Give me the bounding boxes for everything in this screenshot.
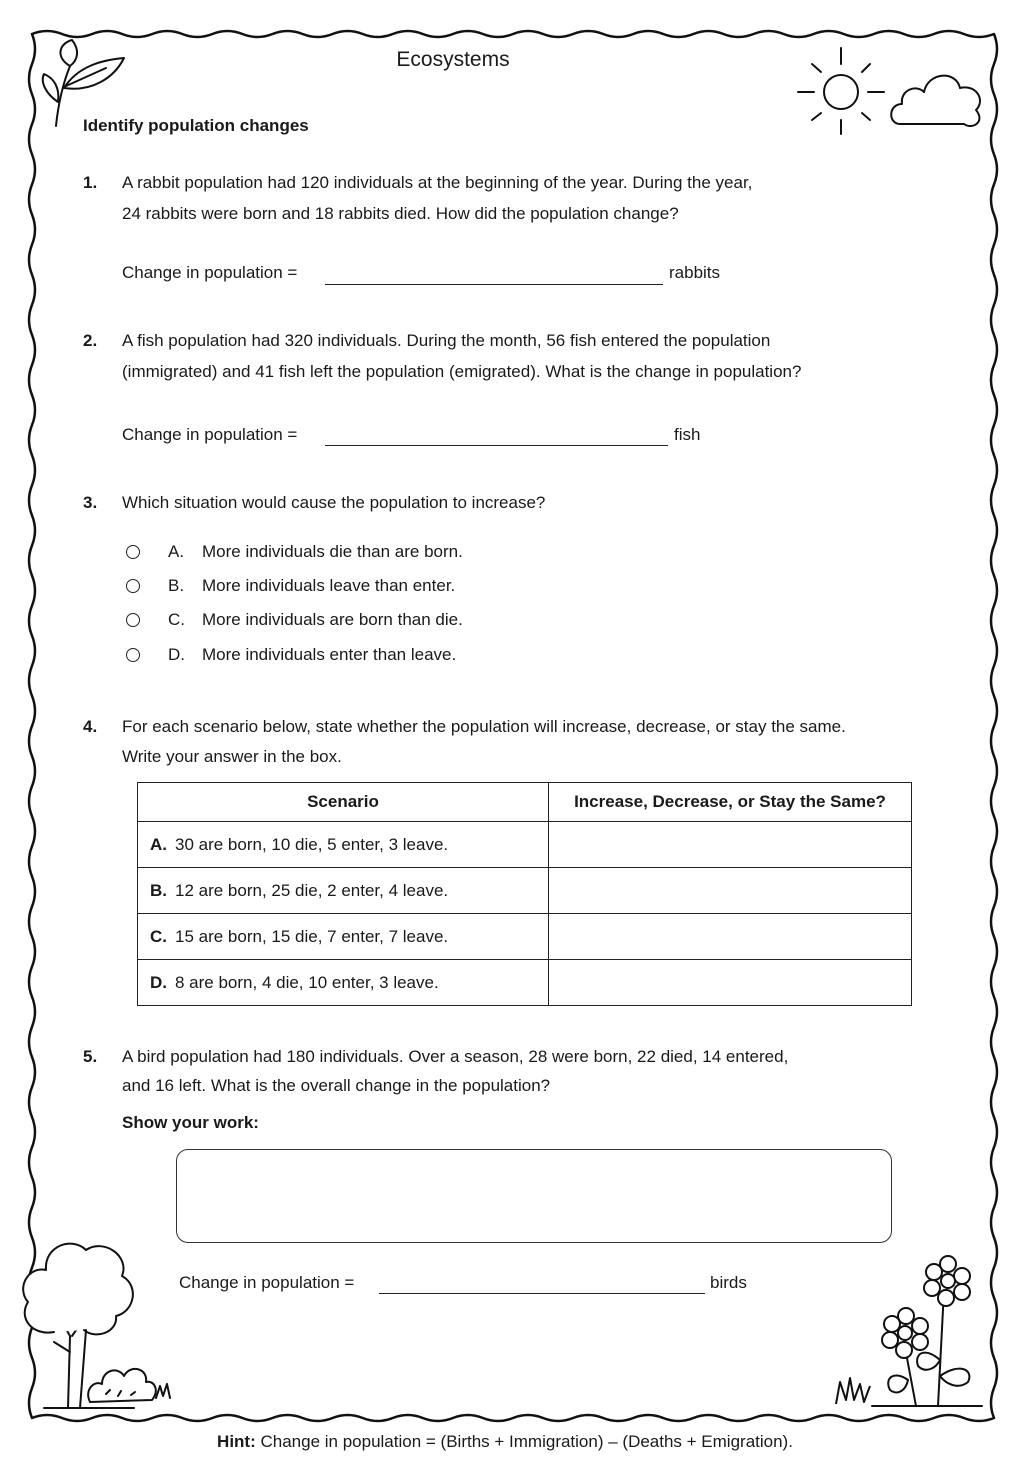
q2-line2: (immigrated) and 41 fish left the population (emigrated). What is the change in population?: [122, 362, 802, 381]
q2-number: 2.: [83, 331, 98, 350]
scenario-text: 15 are born, 15 die, 7 enter, 7 leave.: [175, 926, 449, 946]
q4-number: 4.: [83, 717, 98, 736]
scenario-cell: [138, 822, 549, 868]
option-b-letter: B.: [168, 576, 185, 595]
option-c-letter: C.: [168, 610, 185, 629]
table-row: [138, 960, 912, 1006]
answer-cell[interactable]: [549, 960, 912, 1006]
hint-label: Hint:: [217, 1432, 256, 1451]
scenario-letter: B.: [150, 880, 167, 900]
hint-text: Change in population = (Births + Immigration) – (Deaths + Emigration).: [255, 1432, 793, 1451]
option-d-text: More individuals enter than leave.: [202, 645, 457, 664]
scenario-text: 30 are born, 10 die, 5 enter, 3 leave.: [175, 834, 449, 854]
table-row: [138, 914, 912, 960]
q1-line1: A rabbit population had 120 individuals at the beginning of the year. During the year,: [122, 173, 753, 192]
worksheet-title: Ecosystems: [396, 48, 510, 71]
option-a-letter: A.: [168, 542, 185, 561]
option-d-radio[interactable]: [126, 648, 140, 662]
option-b-radio[interactable]: [126, 579, 140, 593]
q1-number: 1.: [83, 173, 98, 192]
q5-answer-blank[interactable]: [379, 1293, 705, 1294]
flowers-icon: [864, 1250, 989, 1410]
q2-unit: fish: [674, 425, 701, 444]
table-row: [138, 822, 912, 868]
option-b-text: More individuals leave than enter.: [202, 576, 456, 595]
q5-line1: A bird population had 180 individuals. Over a season, 28 were born, 22 died, 14 entered,: [122, 1047, 789, 1066]
answer-cell[interactable]: [549, 822, 912, 868]
q2-answer-blank[interactable]: [325, 445, 668, 446]
q2-line1: A fish population had 320 individuals. During the month, 56 fish entered the population: [122, 331, 771, 350]
q1-line2: 24 rabbits were born and 18 rabbits died. How did the population change?: [122, 204, 679, 223]
answer-cell[interactable]: [549, 914, 912, 960]
q5-unit: birds: [710, 1273, 747, 1292]
scenario-letter: A.: [150, 834, 167, 854]
q1-unit: rabbits: [669, 263, 721, 282]
q5-answer-label: Change in population =: [179, 1273, 355, 1292]
table-header-row: [138, 783, 912, 822]
bush-icon: [86, 1354, 178, 1410]
work-box[interactable]: [176, 1149, 892, 1243]
q2-answer-label: Change in population =: [122, 425, 298, 444]
q4-line1: For each scenario below, state whether the population will increase, decrease, or stay the same.: [122, 717, 846, 736]
scenario-cell: [138, 960, 549, 1006]
option-d-letter: D.: [168, 645, 185, 664]
scenario-letter: C.: [150, 926, 167, 946]
scenario-cell: [138, 868, 549, 914]
scenario-text: 12 are born, 25 die, 2 enter, 4 leave.: [175, 880, 449, 900]
option-a-radio[interactable]: [126, 545, 140, 559]
scenario-text: 8 are born, 4 die, 10 enter, 3 leave.: [175, 972, 439, 992]
q1-answer-blank[interactable]: [325, 284, 663, 285]
answer-cell[interactable]: [549, 868, 912, 914]
scenario-cell: [138, 914, 549, 960]
q5-number: 5.: [83, 1047, 98, 1066]
q1-answer-label: Change in population =: [122, 263, 298, 282]
table-row: [138, 868, 912, 914]
scenario-table: [137, 782, 912, 1006]
q3-text: Which situation would cause the population to increase?: [122, 493, 546, 512]
show-work-label: Show your work:: [122, 1113, 259, 1132]
q5-line2: and 16 left. What is the overall change in the population?: [122, 1076, 551, 1095]
q3-number: 3.: [83, 493, 98, 512]
scenario-column-header: Scenario: [138, 783, 549, 822]
option-c-text: More individuals are born than die.: [202, 610, 463, 629]
option-c-radio[interactable]: [126, 613, 140, 627]
scenario-letter: D.: [150, 972, 167, 992]
answer-column-header: Increase, Decrease, or Stay the Same?: [549, 783, 912, 822]
q4-line2: Write your answer in the box.: [122, 747, 342, 766]
section-heading: Identify population changes: [83, 116, 309, 135]
option-a-text: More individuals die than are born.: [202, 542, 463, 561]
hint-footer: [0, 1432, 1010, 1452]
